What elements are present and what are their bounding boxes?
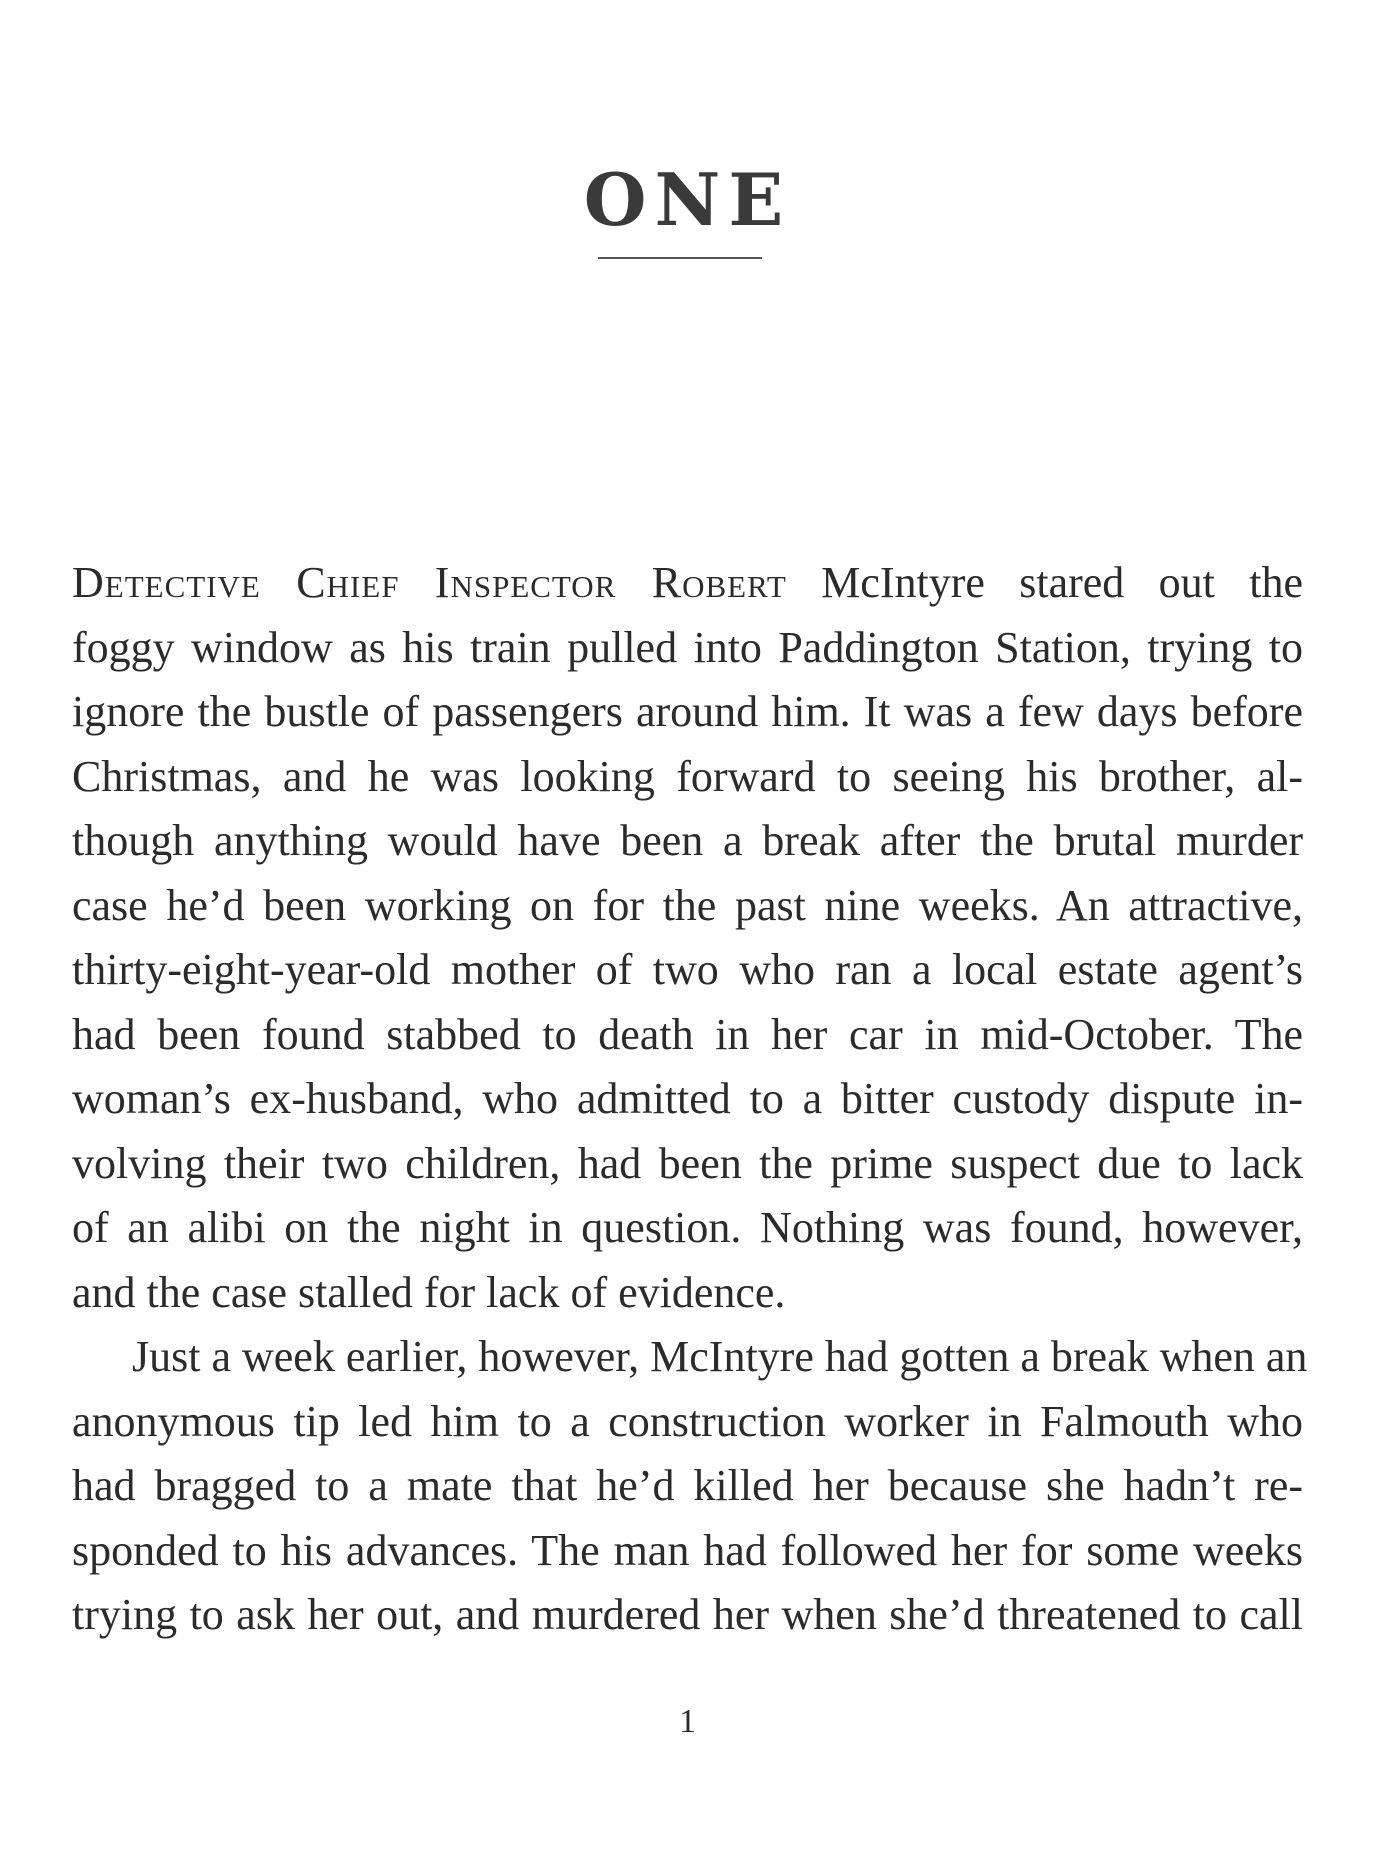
paragraph-1-line: foggy window as his train pulled into Paddington Station, trying to (72, 622, 1303, 672)
paragraph-1-line: ignore the bustle of passengers around him. It was a few days before (72, 687, 1303, 736)
paragraph-1-line-1-rest: McIntyre stared out the (786, 558, 1304, 607)
paragraph-1-line: woman’s ex-husband, who admitted to a bitter custody dispute in- (72, 1074, 1303, 1123)
paragraph-1-line: and the case stalled for lack of evidence. (72, 1267, 786, 1317)
paragraph-1-line: case he’d been working on for the past nine weeks. An attractive, (72, 880, 1303, 930)
page-number: 1 (679, 1703, 696, 1740)
paragraph-2-line: anonymous tip led him to a construction worker in Falmouth who (72, 1396, 1303, 1446)
paragraph-1-line: Christmas, and he was looking forward to seeing his brother, al- (72, 751, 1303, 801)
paragraph-2-line: Just a week earlier, however, McIntyre had gotten a break when an (132, 1332, 1308, 1381)
paragraph-1-line: thirty-eight-year-old mother of two who ran a local estate agent’s (72, 945, 1303, 994)
title-underline (598, 257, 762, 259)
paragraph-1-line: of an alibi on the night in question. Nothing was found, however, (72, 1203, 1303, 1252)
chapter-title: ONE (583, 157, 792, 242)
paragraph-1-line-1 (72, 551, 1303, 616)
paragraph-2-line: had bragged to a mate that he’d killed her because she hadn’t re- (72, 1461, 1303, 1510)
body-text (72, 551, 1308, 1648)
paragraph-2-line: sponded to his advances. The man had followed her for some weeks (72, 1525, 1303, 1575)
paragraph-1-line: had been found stabbed to death in her car in mid-October. The (72, 1009, 1303, 1059)
paragraph-1-line: volving their two children, had been the prime suspect due to lack (72, 1138, 1303, 1188)
paragraph-2-line: trying to ask her out, and murdered her when she’d threatened to call (72, 1590, 1303, 1639)
paragraph-1-line: though anything would have been a break after the brutal murder (72, 816, 1303, 865)
opening-small-caps: Detective Chief Inspector Robert (72, 558, 787, 607)
